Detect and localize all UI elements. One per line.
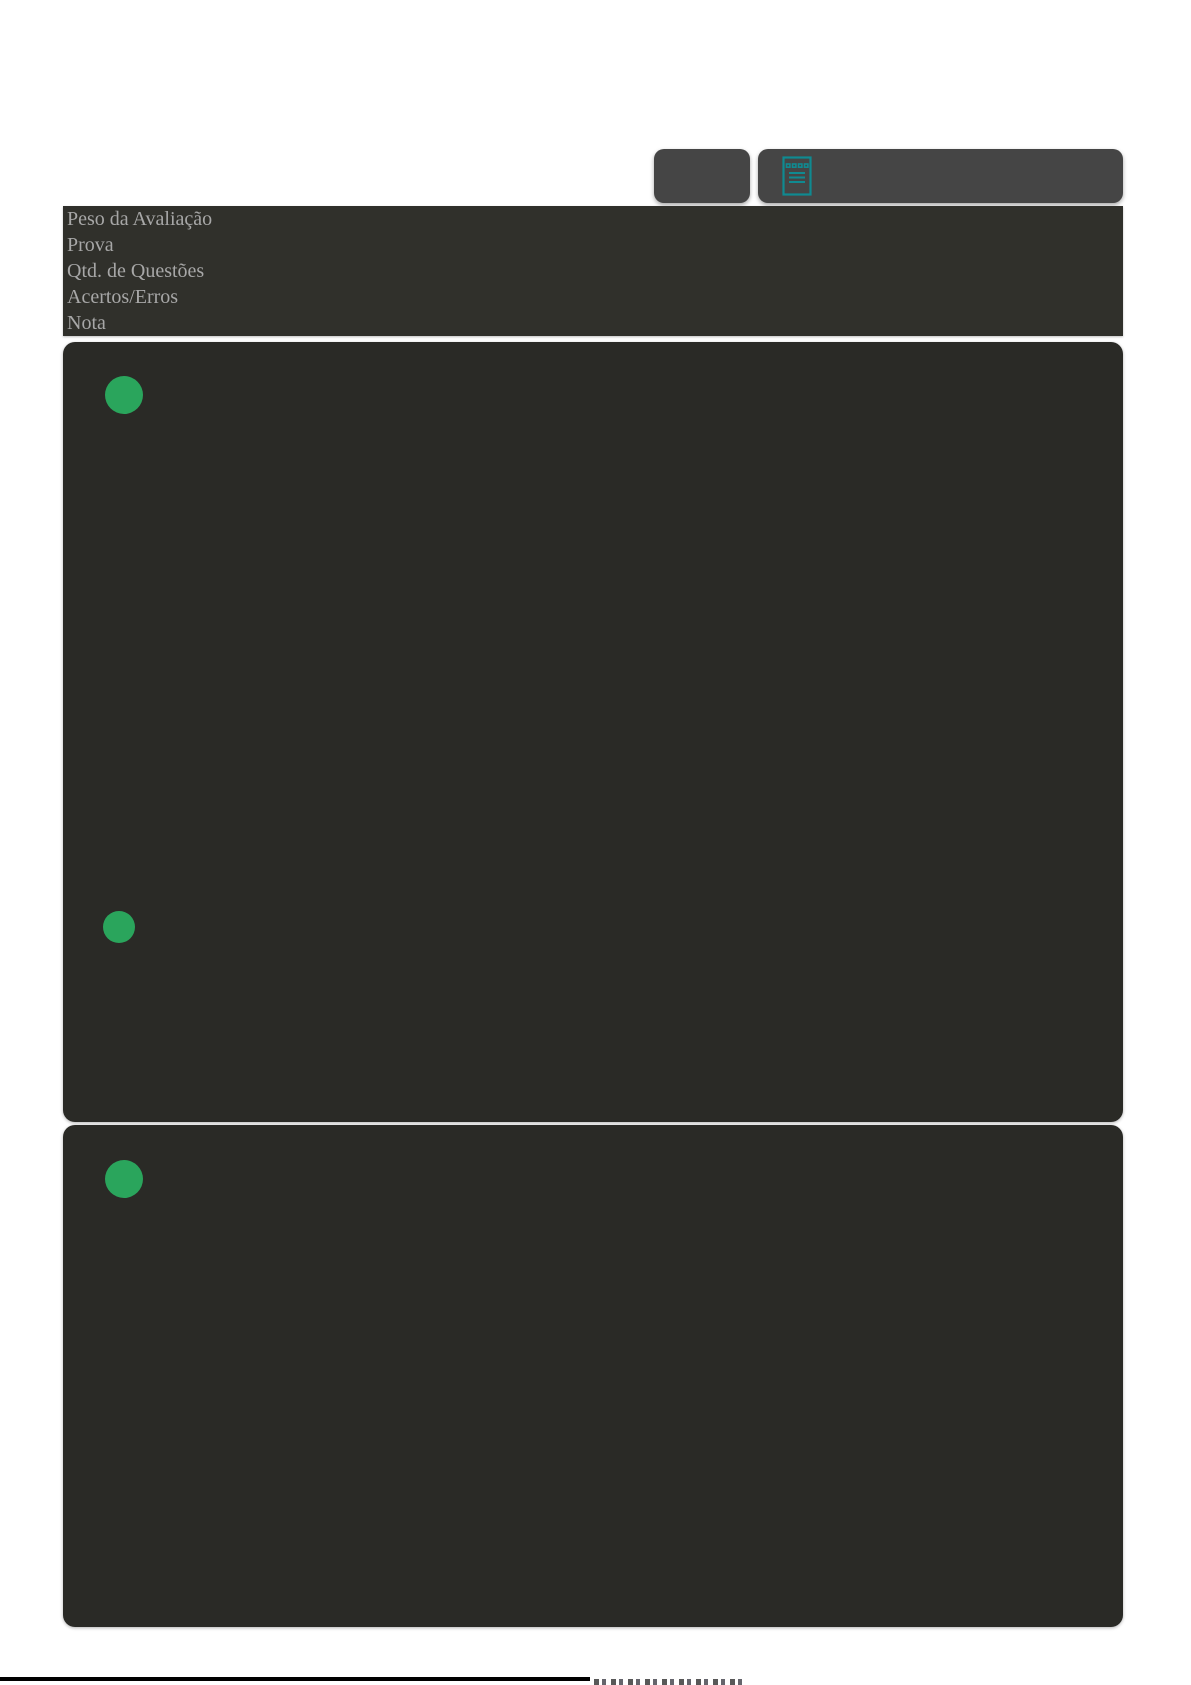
header-label-prova: Prova [67, 234, 114, 256]
header-label-acertos-erros: Acertos/Erros [67, 286, 179, 308]
status-dot-green [103, 911, 135, 943]
toolbar-report-button[interactable] [758, 149, 1123, 203]
header-label-peso-avaliacao: Peso da Avaliação [67, 208, 213, 230]
header-label-qtd-questoes: Qtd. de Questões [67, 260, 205, 282]
results-table-header [63, 206, 1123, 336]
footer-divider-line [0, 1677, 590, 1681]
result-section-2 [63, 1125, 1123, 1627]
header-label-nota: Nota [67, 312, 106, 334]
status-dot-green [105, 1160, 143, 1198]
result-section-1 [63, 342, 1123, 1122]
clipped-footer-text [594, 1679, 746, 1685]
toolbar-plain-button[interactable] [654, 149, 750, 203]
report-document-icon [782, 156, 812, 196]
status-dot-green [105, 376, 143, 414]
